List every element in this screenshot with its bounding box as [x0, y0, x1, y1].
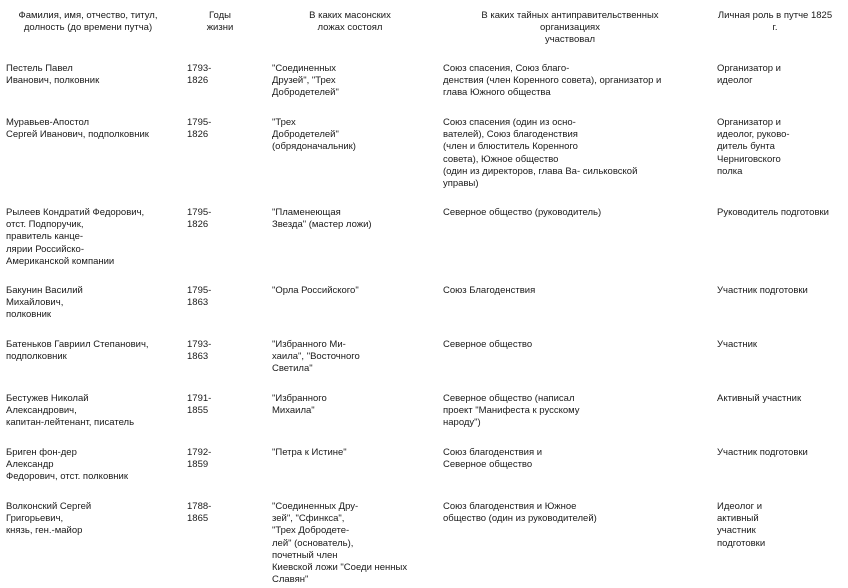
row-organizations: Северное общество — [443, 339, 533, 350]
row-lodges: "Пламенеющая Звезда" (мастер ложи) — [272, 207, 372, 231]
row-name: Бакунин Василий Михайлович, полковник — [6, 285, 83, 321]
row-lodges: "Соединенных Друзей", "Трех Добродетелей" — [272, 63, 339, 99]
header-role: Личная роль в путче 1825 г. — [717, 10, 833, 34]
row-name: Бестужев Николай Александрович, капитан-лейтенант, писатель — [6, 393, 135, 429]
row-role: Организатор и идеолог — [717, 63, 781, 87]
row-name: Пестель Павел Иванович, полковник — [6, 63, 100, 87]
row-years: 1795- 1826 — [187, 207, 212, 231]
header-lodges: В каких масонских ложах состоял — [309, 10, 391, 34]
header-name-title: Фамилия, имя, отчество, титул, долность (до времени путча) — [18, 10, 158, 34]
row-organizations: Союз благоденствия и Южное общество (один из руководителей) — [443, 501, 597, 525]
row-organizations: Северное общество (руководитель) — [443, 207, 602, 218]
header-years: Годы жизни — [206, 10, 234, 34]
row-lodges: "Избранного Михаила" — [272, 393, 327, 417]
row-role: Активный участник — [717, 393, 802, 404]
header-organizations: В каких тайных антиправительственных организациях участвовал — [481, 10, 659, 46]
row-lodges: "Избранного Ми- хаила", "Восточного Светила" — [272, 339, 360, 375]
row-lodges: "Орла Российского" — [272, 285, 359, 296]
row-role: Участник — [717, 339, 758, 350]
row-organizations: Союз спасения (один из осно- вателей), Союз благоденствия (член и блюститель Коренного совета), Южное общество (один из директоров, глава Ва- сильковской управы) — [443, 117, 638, 190]
row-role: Идеолог и активный участник подготовки — [717, 501, 766, 549]
row-role: Руководитель подготовки — [717, 207, 829, 218]
row-name: Муравьев-Апостол Сергей Иванович, подполковник — [6, 117, 149, 141]
row-organizations: Союз Благоденствия — [443, 285, 536, 296]
row-years: 1791- 1855 — [187, 393, 212, 417]
row-years: 1795- 1863 — [187, 285, 212, 309]
row-name: Волконский Сергей Григорьевич, князь, ген.-майор — [6, 501, 92, 537]
row-years: 1793- 1826 — [187, 63, 212, 87]
row-organizations: Северное общество (написал проект "Манифеста к русскому народу") — [443, 393, 580, 429]
row-organizations: Союз благоденствия и Северное общество — [443, 447, 543, 471]
row-role: Организатор и идеолог, руково- дитель бунта Черниговского полка — [717, 117, 790, 177]
row-role: Участник подготовки — [717, 285, 808, 296]
row-name: Бриген фон-дер Александр Федорович, отст. полковник — [6, 447, 128, 483]
row-lodges: "Трех Добродетелей" (обрядоначальник) — [272, 117, 356, 153]
row-lodges: "Соединенных Дру- зей", "Сфинкса", "Трех Добродете- лей" (основатель), почетный член Киевской ложи "Соеди ненных Славян" — [272, 501, 408, 586]
row-years: 1792- 1859 — [187, 447, 212, 471]
row-name: Батеньков Гавриил Степанович, подполковник — [6, 339, 149, 363]
row-lodges: "Петра к Истине" — [272, 447, 347, 458]
row-years: 1788- 1865 — [187, 501, 212, 525]
row-organizations: Союз спасения, Союз благо- денствия (член Коренного совета), организатор и глава Южного общества — [443, 63, 662, 99]
row-years: 1795- 1826 — [187, 117, 212, 141]
row-name: Рылеев Кондратий Федорович, отст. Подпоручик, правитель канце- лярии Российско- Американской компании — [6, 207, 145, 267]
row-years: 1793- 1863 — [187, 339, 212, 363]
row-role: Участник подготовки — [717, 447, 808, 458]
